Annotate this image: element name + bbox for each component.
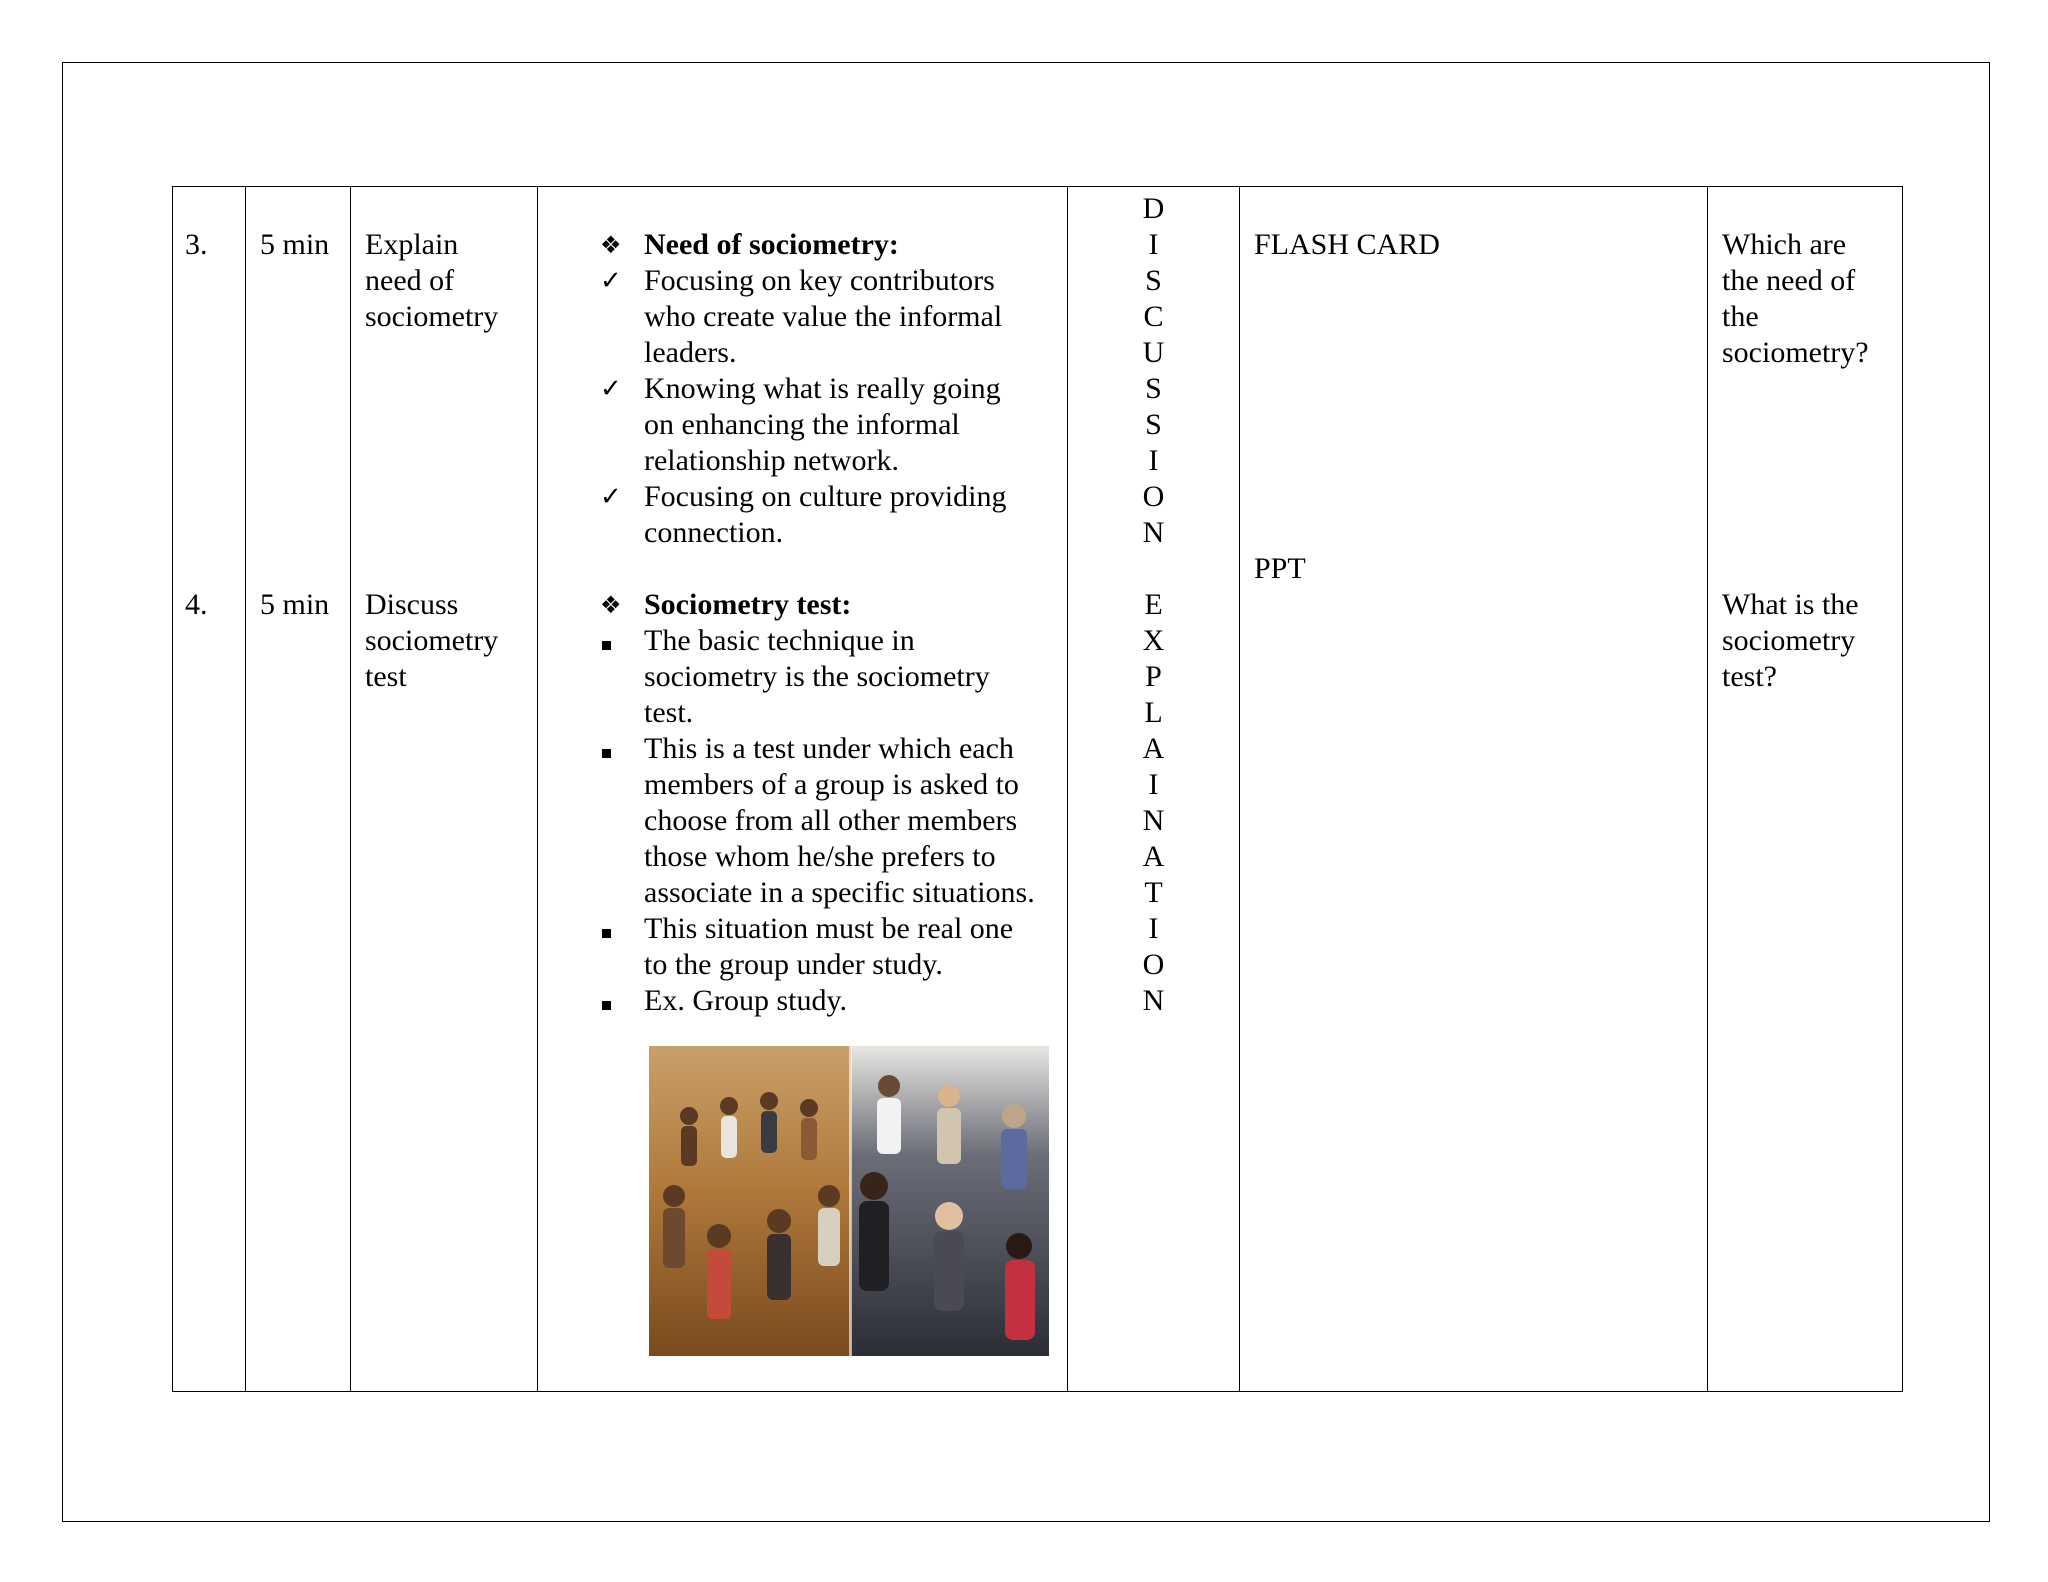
av-aid-ppt: PPT bbox=[1254, 552, 1306, 585]
list-item: ✓ Focusing on culture providing connection. bbox=[600, 480, 1007, 549]
row-time: 5 min bbox=[260, 228, 330, 261]
objective-text: Explain need of sociometry bbox=[365, 228, 499, 333]
list-item: ✓ Focusing on key contributors who create value the informal leaders. bbox=[600, 264, 1003, 369]
square-bullet-icon bbox=[602, 1001, 611, 1010]
square-bullet-icon bbox=[602, 929, 611, 938]
diamond-bullet-icon: ❖ bbox=[600, 591, 622, 619]
evaluation-cell bbox=[1708, 187, 1903, 1392]
objective-text: Discuss sociometry test bbox=[365, 588, 499, 693]
diamond-bullet-icon: ❖ bbox=[600, 231, 622, 259]
row-number: 3. bbox=[185, 228, 208, 261]
lesson-plan-table bbox=[172, 186, 1903, 1392]
time-cell bbox=[246, 187, 351, 1392]
objective-cell bbox=[351, 187, 538, 1392]
content-heading: ❖ Need of sociometry: bbox=[600, 228, 899, 261]
content-cell bbox=[538, 187, 1068, 1392]
row-number: 4. bbox=[185, 588, 208, 621]
checkmark-icon: ✓ bbox=[600, 266, 622, 296]
evaluation-text: Which are the need of the sociometry? bbox=[1722, 228, 1869, 369]
square-bullet-icon bbox=[602, 749, 611, 758]
number-cell bbox=[173, 187, 246, 1392]
method-discussion: D I S C U S S I O N bbox=[1142, 192, 1165, 549]
table-row bbox=[173, 187, 1903, 1392]
evaluation-text: What is the sociometry test? bbox=[1722, 588, 1859, 693]
content-block-need bbox=[600, 227, 1060, 551]
checkmark-icon: ✓ bbox=[600, 374, 622, 404]
list-item: Ex. Group study. bbox=[600, 983, 1060, 1019]
list-item: This is a test under which each members of a group is asked to choose from all other members those whom he/she prefers to associate in a specific situations. bbox=[600, 731, 1060, 911]
av-aid-cell bbox=[1240, 187, 1708, 1392]
square-bullet-icon bbox=[602, 641, 611, 650]
group-study-photo bbox=[649, 1046, 1049, 1356]
content-block-test bbox=[600, 587, 1060, 1019]
list-item: The basic technique in sociometry is the sociometry test. bbox=[600, 623, 1060, 731]
method-explanation: E X P L A I N A T I O N bbox=[1142, 588, 1165, 1017]
av-aid-flash-card: FLASH CARD bbox=[1254, 228, 1440, 261]
checkmark-icon: ✓ bbox=[600, 482, 622, 512]
list-item: ✓ Knowing what is really going on enhancing the informal relationship network. bbox=[600, 372, 1001, 477]
list-item: This situation must be real one to the group under study. bbox=[600, 911, 1060, 983]
row-time: 5 min bbox=[260, 588, 330, 621]
method-cell bbox=[1068, 187, 1240, 1392]
content-heading: ❖ Sociometry test: bbox=[600, 588, 852, 621]
